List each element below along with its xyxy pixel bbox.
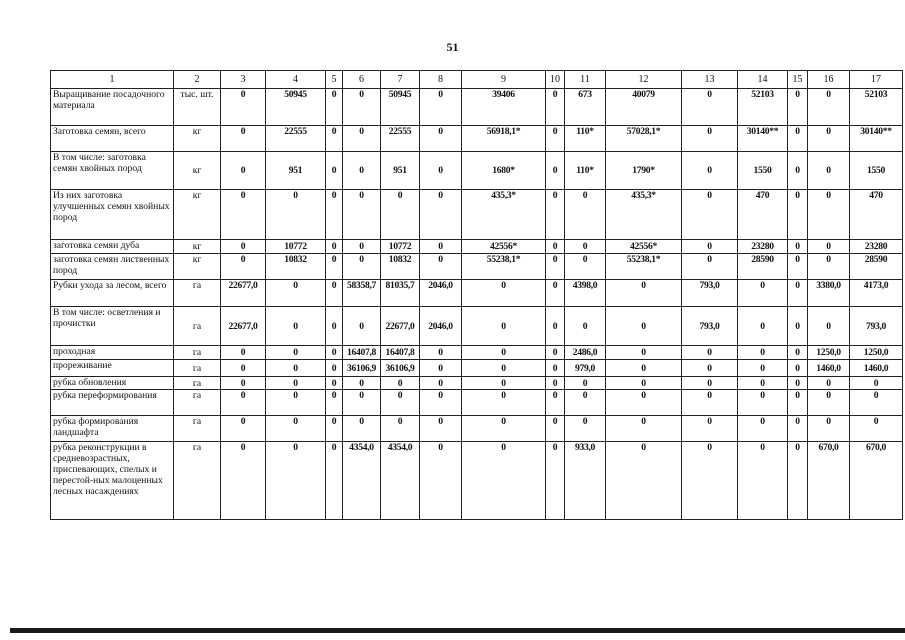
- value-cell: 0: [788, 152, 808, 190]
- value-cell: 55238,1*: [606, 254, 682, 280]
- value-cell: 0: [682, 416, 738, 442]
- row-label: Из них заготовка улучшенных семян хвойных пород: [51, 190, 174, 240]
- value-cell: 670,0: [808, 442, 850, 520]
- header-cell: 9: [462, 71, 546, 89]
- value-cell: 0: [381, 377, 420, 390]
- value-cell: 16407,8: [381, 346, 420, 360]
- value-cell: 0: [221, 390, 266, 416]
- value-cell: 22555: [381, 126, 420, 152]
- value-cell: 0: [808, 240, 850, 254]
- value-cell: 0: [420, 254, 462, 280]
- header-cell: 12: [606, 71, 682, 89]
- unit-cell: кг: [174, 240, 221, 254]
- value-cell: 1460,0: [808, 360, 850, 377]
- value-cell: 42556*: [606, 240, 682, 254]
- table-row: [51, 240, 903, 254]
- value-cell: 0: [808, 126, 850, 152]
- value-cell: 0: [221, 346, 266, 360]
- value-cell: 0: [462, 280, 546, 307]
- value-cell: 23280: [738, 240, 788, 254]
- table-row: [51, 346, 903, 360]
- value-cell: 979,0: [565, 360, 606, 377]
- value-cell: 0: [462, 377, 546, 390]
- table-row: [51, 390, 903, 416]
- header-cell: 15: [788, 71, 808, 89]
- value-cell: 0: [546, 126, 565, 152]
- value-cell: 0: [565, 390, 606, 416]
- value-cell: 0: [326, 152, 343, 190]
- value-cell: 0: [546, 254, 565, 280]
- value-cell: 0: [738, 360, 788, 377]
- value-cell: 0: [682, 442, 738, 520]
- table-row: [51, 280, 903, 307]
- value-cell: 0: [682, 254, 738, 280]
- value-cell: 30140**: [850, 126, 903, 152]
- value-cell: 0: [565, 307, 606, 346]
- value-cell: 40079: [606, 89, 682, 126]
- value-cell: 0: [546, 190, 565, 240]
- table-header-row: [51, 71, 903, 89]
- value-cell: 0: [788, 390, 808, 416]
- table-row: [51, 89, 903, 126]
- value-cell: 0: [565, 254, 606, 280]
- value-cell: 0: [381, 416, 420, 442]
- value-cell: 0: [420, 190, 462, 240]
- value-cell: 0: [221, 360, 266, 377]
- value-cell: 0: [546, 89, 565, 126]
- table-body: [51, 71, 903, 520]
- value-cell: 36106,9: [343, 360, 381, 377]
- value-cell: 1460,0: [850, 360, 903, 377]
- table-row: [51, 126, 903, 152]
- value-cell: 0: [546, 377, 565, 390]
- value-cell: 0: [606, 346, 682, 360]
- value-cell: 57028,1*: [606, 126, 682, 152]
- value-cell: 1550: [738, 152, 788, 190]
- value-cell: 2046,0: [420, 307, 462, 346]
- value-cell: 0: [788, 280, 808, 307]
- value-cell: 16407,8: [343, 346, 381, 360]
- value-cell: 0: [326, 307, 343, 346]
- value-cell: 22677,0: [221, 307, 266, 346]
- value-cell: 0: [420, 89, 462, 126]
- value-cell: 0: [788, 307, 808, 346]
- value-cell: 0: [738, 390, 788, 416]
- value-cell: 0: [221, 442, 266, 520]
- value-cell: 0: [546, 307, 565, 346]
- value-cell: 0: [546, 152, 565, 190]
- value-cell: 0: [326, 126, 343, 152]
- header-cell: 10: [546, 71, 565, 89]
- row-label: рубка переформирования: [51, 390, 174, 416]
- value-cell: 0: [788, 126, 808, 152]
- value-cell: 0: [546, 416, 565, 442]
- value-cell: 0: [606, 390, 682, 416]
- row-label: Заготовка семян, всего: [51, 126, 174, 152]
- unit-cell: тыс. шт.: [174, 89, 221, 126]
- value-cell: 0: [343, 89, 381, 126]
- value-cell: 4354,0: [343, 442, 381, 520]
- value-cell: 0: [606, 307, 682, 346]
- value-cell: 0: [420, 390, 462, 416]
- value-cell: 0: [326, 190, 343, 240]
- unit-cell: кг: [174, 190, 221, 240]
- unit-cell: га: [174, 442, 221, 520]
- value-cell: 0: [606, 377, 682, 390]
- value-cell: 10832: [266, 254, 326, 280]
- value-cell: 435,3*: [606, 190, 682, 240]
- page-number: 51: [446, 40, 459, 54]
- table-row: [51, 254, 903, 280]
- value-cell: 0: [343, 190, 381, 240]
- data-table: [50, 70, 903, 520]
- value-cell: 793,0: [682, 280, 738, 307]
- value-cell: 0: [808, 89, 850, 126]
- value-cell: 0: [788, 254, 808, 280]
- row-label: заготовка семян дуба: [51, 240, 174, 254]
- value-cell: 0: [266, 390, 326, 416]
- value-cell: 10772: [381, 240, 420, 254]
- unit-cell: га: [174, 346, 221, 360]
- value-cell: 0: [738, 416, 788, 442]
- value-cell: 52103: [738, 89, 788, 126]
- value-cell: 52103: [850, 89, 903, 126]
- value-cell: 110*: [565, 126, 606, 152]
- value-cell: 2486,0: [565, 346, 606, 360]
- value-cell: 0: [546, 346, 565, 360]
- value-cell: 3380,0: [808, 280, 850, 307]
- value-cell: 0: [682, 152, 738, 190]
- value-cell: 0: [788, 190, 808, 240]
- value-cell: 30140**: [738, 126, 788, 152]
- header-cell: 11: [565, 71, 606, 89]
- value-cell: 0: [808, 152, 850, 190]
- value-cell: 0: [546, 442, 565, 520]
- value-cell: 4398,0: [565, 280, 606, 307]
- value-cell: 0: [606, 280, 682, 307]
- value-cell: 0: [682, 126, 738, 152]
- unit-cell: га: [174, 416, 221, 442]
- value-cell: 0: [326, 390, 343, 416]
- value-cell: 0: [606, 360, 682, 377]
- value-cell: 951: [381, 152, 420, 190]
- value-cell: 0: [326, 360, 343, 377]
- value-cell: 0: [343, 240, 381, 254]
- row-label: В том числе: осветления и прочистки: [51, 307, 174, 346]
- value-cell: 23280: [850, 240, 903, 254]
- header-cell: 4: [266, 71, 326, 89]
- value-cell: 0: [682, 346, 738, 360]
- value-cell: 0: [808, 377, 850, 390]
- value-cell: 0: [738, 442, 788, 520]
- value-cell: 0: [221, 254, 266, 280]
- header-cell: 5: [326, 71, 343, 89]
- value-cell: 0: [221, 240, 266, 254]
- value-cell: 0: [326, 416, 343, 442]
- value-cell: 0: [326, 280, 343, 307]
- value-cell: 28590: [738, 254, 788, 280]
- value-cell: 56918,1*: [462, 126, 546, 152]
- unit-cell: га: [174, 280, 221, 307]
- header-cell: 17: [850, 71, 903, 89]
- value-cell: 0: [266, 360, 326, 377]
- value-cell: 0: [462, 416, 546, 442]
- value-cell: 0: [682, 89, 738, 126]
- value-cell: 22677,0: [221, 280, 266, 307]
- value-cell: 951: [266, 152, 326, 190]
- value-cell: 0: [420, 377, 462, 390]
- value-cell: 0: [788, 346, 808, 360]
- value-cell: 50945: [381, 89, 420, 126]
- value-cell: 0: [565, 416, 606, 442]
- value-cell: 0: [381, 190, 420, 240]
- value-cell: 793,0: [850, 307, 903, 346]
- value-cell: 0: [326, 442, 343, 520]
- value-cell: 0: [221, 377, 266, 390]
- value-cell: 0: [420, 126, 462, 152]
- value-cell: 0: [788, 89, 808, 126]
- value-cell: 0: [221, 416, 266, 442]
- value-cell: 0: [420, 442, 462, 520]
- value-cell: 2046,0: [420, 280, 462, 307]
- header-cell: 1: [51, 71, 174, 89]
- table-row: [51, 190, 903, 240]
- value-cell: 1250,0: [850, 346, 903, 360]
- value-cell: 22677,0: [381, 307, 420, 346]
- value-cell: 470: [850, 190, 903, 240]
- value-cell: 0: [266, 377, 326, 390]
- value-cell: 0: [326, 240, 343, 254]
- value-cell: 0: [343, 152, 381, 190]
- value-cell: 470: [738, 190, 788, 240]
- value-cell: 0: [682, 360, 738, 377]
- value-cell: 0: [462, 307, 546, 346]
- value-cell: 0: [221, 126, 266, 152]
- page-bottom-rule: [10, 628, 905, 633]
- header-cell: 7: [381, 71, 420, 89]
- value-cell: 0: [266, 307, 326, 346]
- table-row: [51, 152, 903, 190]
- value-cell: 4173,0: [850, 280, 903, 307]
- value-cell: 10832: [381, 254, 420, 280]
- row-label: рубка формирования ландшафта: [51, 416, 174, 442]
- value-cell: 0: [343, 254, 381, 280]
- unit-cell: кг: [174, 254, 221, 280]
- value-cell: 0: [682, 240, 738, 254]
- value-cell: 793,0: [682, 307, 738, 346]
- value-cell: 0: [788, 240, 808, 254]
- unit-cell: кг: [174, 152, 221, 190]
- value-cell: 0: [343, 416, 381, 442]
- value-cell: 0: [738, 377, 788, 390]
- value-cell: 0: [221, 190, 266, 240]
- value-cell: 0: [788, 360, 808, 377]
- value-cell: 670,0: [850, 442, 903, 520]
- value-cell: 0: [808, 416, 850, 442]
- header-cell: 6: [343, 71, 381, 89]
- value-cell: 0: [606, 416, 682, 442]
- value-cell: 10772: [266, 240, 326, 254]
- unit-cell: га: [174, 307, 221, 346]
- row-label: заготовка семян лиственных пород: [51, 254, 174, 280]
- unit-cell: га: [174, 360, 221, 377]
- value-cell: 0: [682, 390, 738, 416]
- value-cell: 0: [343, 307, 381, 346]
- row-label: Рубки ухода за лесом, всего: [51, 280, 174, 307]
- value-cell: 0: [420, 346, 462, 360]
- value-cell: 50945: [266, 89, 326, 126]
- value-cell: 0: [808, 190, 850, 240]
- unit-cell: кг: [174, 126, 221, 152]
- value-cell: 1250,0: [808, 346, 850, 360]
- header-cell: 13: [682, 71, 738, 89]
- value-cell: 0: [546, 390, 565, 416]
- value-cell: 0: [788, 416, 808, 442]
- value-cell: 0: [420, 152, 462, 190]
- value-cell: 36106,9: [381, 360, 420, 377]
- header-cell: 14: [738, 71, 788, 89]
- value-cell: 0: [381, 390, 420, 416]
- value-cell: 0: [808, 307, 850, 346]
- header-cell: 16: [808, 71, 850, 89]
- value-cell: 28590: [850, 254, 903, 280]
- value-cell: 0: [606, 442, 682, 520]
- value-cell: 0: [266, 346, 326, 360]
- value-cell: 0: [682, 377, 738, 390]
- value-cell: 0: [326, 89, 343, 126]
- value-cell: 110*: [565, 152, 606, 190]
- value-cell: 0: [788, 442, 808, 520]
- row-label: проходная: [51, 346, 174, 360]
- value-cell: 58358,7: [343, 280, 381, 307]
- header-cell: 8: [420, 71, 462, 89]
- value-cell: 0: [738, 346, 788, 360]
- table-row: [51, 416, 903, 442]
- value-cell: 435,3*: [462, 190, 546, 240]
- row-label: В том числе: заготовка семян хвойных пород: [51, 152, 174, 190]
- value-cell: 0: [738, 280, 788, 307]
- value-cell: 0: [462, 442, 546, 520]
- header-cell: 3: [221, 71, 266, 89]
- value-cell: 0: [326, 377, 343, 390]
- value-cell: 0: [462, 360, 546, 377]
- value-cell: 0: [462, 390, 546, 416]
- value-cell: 0: [221, 152, 266, 190]
- value-cell: 42556*: [462, 240, 546, 254]
- value-cell: 0: [420, 416, 462, 442]
- value-cell: 4354,0: [381, 442, 420, 520]
- value-cell: 0: [682, 190, 738, 240]
- value-cell: 0: [850, 390, 903, 416]
- value-cell: 0: [221, 89, 266, 126]
- value-cell: 55238,1*: [462, 254, 546, 280]
- value-cell: 0: [326, 346, 343, 360]
- value-cell: 0: [808, 390, 850, 416]
- value-cell: 22555: [266, 126, 326, 152]
- value-cell: 0: [266, 190, 326, 240]
- value-cell: 0: [462, 346, 546, 360]
- table-row: [51, 307, 903, 346]
- value-cell: 1790*: [606, 152, 682, 190]
- value-cell: 0: [420, 360, 462, 377]
- value-cell: 0: [420, 240, 462, 254]
- value-cell: 0: [343, 390, 381, 416]
- value-cell: 0: [343, 377, 381, 390]
- value-cell: 0: [266, 442, 326, 520]
- value-cell: 1550: [850, 152, 903, 190]
- value-cell: 0: [738, 307, 788, 346]
- row-label: рубка реконструкции в средневозрастных, приспевающих, спелых и перестой-ных малоценных лесных насаждениях: [51, 442, 174, 520]
- value-cell: 0: [546, 280, 565, 307]
- table-row: [51, 377, 903, 390]
- value-cell: 0: [565, 190, 606, 240]
- value-cell: 673: [565, 89, 606, 126]
- value-cell: 0: [266, 416, 326, 442]
- row-label: рубка обновления: [51, 377, 174, 390]
- value-cell: 0: [343, 126, 381, 152]
- value-cell: 0: [850, 377, 903, 390]
- value-cell: 0: [326, 254, 343, 280]
- table-row: [51, 360, 903, 377]
- value-cell: 81035,7: [381, 280, 420, 307]
- value-cell: 0: [266, 280, 326, 307]
- value-cell: 0: [546, 360, 565, 377]
- value-cell: 933,0: [565, 442, 606, 520]
- value-cell: 0: [565, 377, 606, 390]
- unit-cell: га: [174, 390, 221, 416]
- row-label: Выращивание посадочного материала: [51, 89, 174, 126]
- unit-cell: га: [174, 377, 221, 390]
- row-label: прореживание: [51, 360, 174, 377]
- table-row: [51, 442, 903, 520]
- value-cell: 0: [788, 377, 808, 390]
- value-cell: 39406: [462, 89, 546, 126]
- header-cell: 2: [174, 71, 221, 89]
- value-cell: 0: [808, 254, 850, 280]
- value-cell: 1680*: [462, 152, 546, 190]
- value-cell: 0: [565, 240, 606, 254]
- value-cell: 0: [546, 240, 565, 254]
- value-cell: 0: [850, 416, 903, 442]
